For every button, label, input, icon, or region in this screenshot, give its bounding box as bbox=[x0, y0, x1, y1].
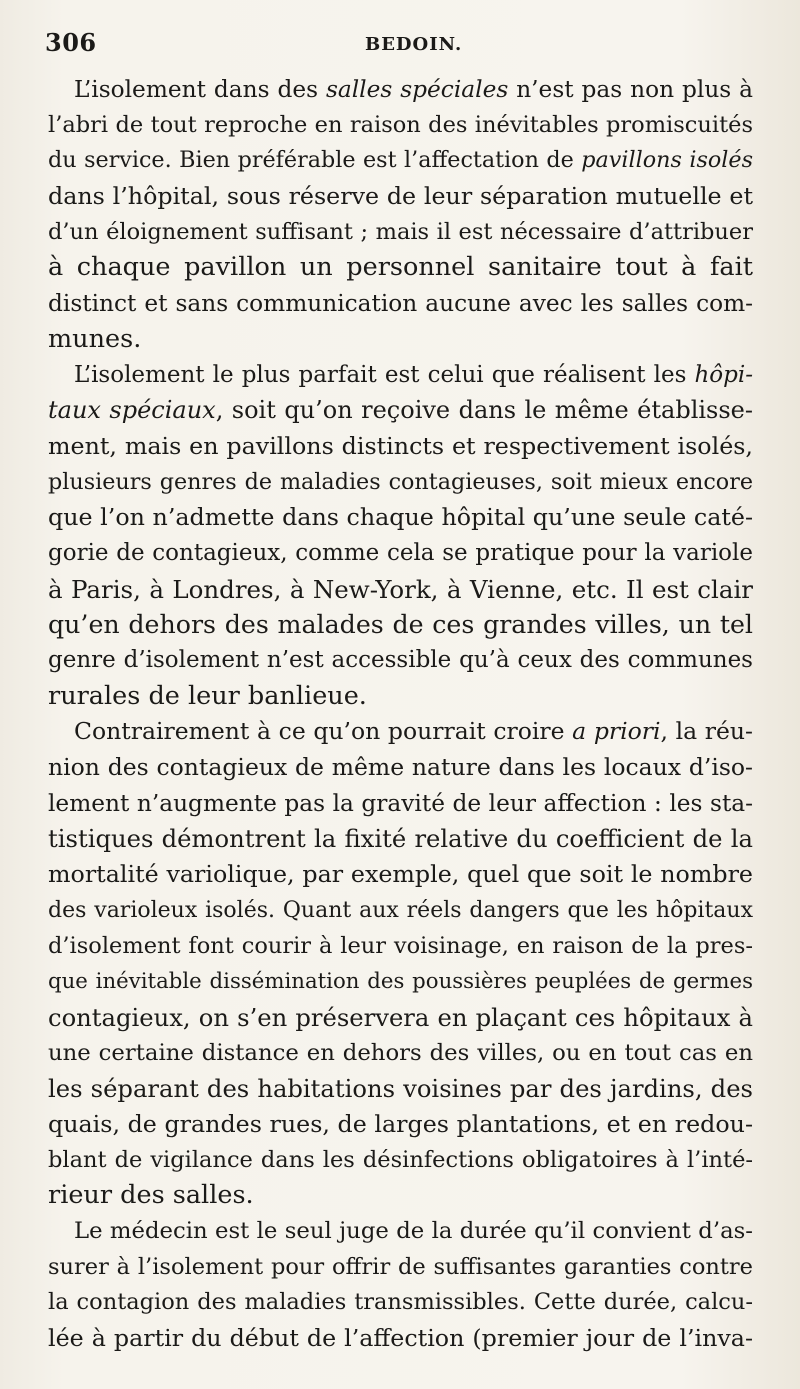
text-run: que l’on n’admette dans chaque hôpital qu’une seule caté- bbox=[48, 503, 753, 532]
text-run: à Paris, à Londres, à New-York, à Vienne, etc. Il est clair bbox=[48, 574, 753, 604]
text-run: à chaque pavillon un personnel sanitaire tout à fait bbox=[48, 252, 753, 283]
text-line bbox=[48, 750, 753, 786]
text-run: rurales de leur banlieue. bbox=[48, 680, 367, 711]
text-line bbox=[48, 1214, 753, 1250]
text-line bbox=[48, 536, 753, 572]
text-line bbox=[48, 1036, 753, 1072]
text-run: du service. Bien préférable est l’affectation de bbox=[48, 147, 582, 174]
text-line bbox=[48, 1321, 753, 1357]
italic-text: taux spéciaux bbox=[48, 396, 216, 425]
text-line bbox=[48, 1000, 753, 1036]
text-run: distinct et sans communication aucune avec les salles com- bbox=[48, 290, 753, 318]
text-line bbox=[48, 1285, 753, 1321]
text-run: contagieux, on s’en préservera en plaçant ces hôpitaux à bbox=[48, 1002, 753, 1032]
text-line bbox=[48, 1107, 753, 1143]
text-line bbox=[48, 929, 753, 965]
text-line bbox=[48, 215, 753, 251]
text-run: L’isolement le plus parfait est celui que réalisent les bbox=[74, 361, 695, 388]
text-line bbox=[48, 679, 753, 715]
text-run: qu’en dehors des malades de ces grandes villes, un tel bbox=[48, 610, 753, 640]
text-line bbox=[48, 821, 753, 857]
body-text bbox=[48, 72, 753, 1357]
text-line bbox=[48, 964, 753, 1000]
text-run: les séparant des habitations voisines par des jardins, des bbox=[48, 1074, 753, 1104]
text-line bbox=[48, 500, 753, 536]
text-line bbox=[48, 714, 753, 750]
text-line bbox=[48, 358, 753, 394]
text-line bbox=[48, 572, 753, 608]
text-run: nion des contagieux de même nature dans les locaux d’iso- bbox=[48, 753, 753, 782]
text-run: dans l’hôpital, sous réserve de leur séparation mutuelle et bbox=[48, 182, 753, 211]
text-run: plusieurs genres de maladies contagieuses, soit mieux encore bbox=[48, 468, 753, 495]
text-run: , la réu- bbox=[660, 717, 753, 746]
running-head: BEDOIN. bbox=[365, 34, 463, 55]
text-run: lée à partir du début de l’affection (premier jour de l’inva- bbox=[48, 1324, 753, 1353]
text-run: Le médecin est le seul juge de la durée qu’il convient d’as- bbox=[74, 1218, 753, 1244]
italic-text: a priori bbox=[572, 717, 661, 746]
text-run: d’isolement font courir à leur voisinage, en raison de la pres- bbox=[48, 932, 753, 959]
text-run: ment, mais en pavillons distincts et respectivement isolés, bbox=[48, 431, 753, 460]
text-run: Contrairement à ce qu’on pourrait croire bbox=[74, 717, 573, 746]
text-line bbox=[48, 893, 753, 929]
text-run: l’abri de tout reproche en raison des inévitables promiscuités bbox=[48, 111, 753, 138]
text-run: mortalité variolique, par exemple, quel que soit le nombre bbox=[48, 860, 753, 889]
italic-text: salles spéciales bbox=[325, 76, 509, 103]
italic-text: pavillons isolés bbox=[581, 147, 753, 174]
text-line bbox=[48, 322, 753, 358]
page-header bbox=[45, 28, 765, 62]
text-line bbox=[48, 465, 753, 501]
text-line bbox=[48, 429, 753, 465]
text-line bbox=[48, 143, 753, 179]
text-run: que inévitable dissémination des poussières peuplées de germes bbox=[48, 969, 753, 995]
text-run: quais, de grandes rues, de larges plantations, et en redou- bbox=[48, 1109, 753, 1138]
text-run: surer à l’isolement pour offrir de suffisantes garanties contre bbox=[48, 1253, 753, 1280]
text-run: la contagion des maladies transmissibles. Cette durée, calcu- bbox=[48, 1289, 753, 1316]
text-run: rieur des salles. bbox=[48, 1180, 254, 1211]
text-line bbox=[48, 1071, 753, 1107]
text-run: blant de vigilance dans les désinfections obligatoires à l’inté- bbox=[48, 1146, 753, 1173]
text-line bbox=[48, 108, 753, 144]
text-line bbox=[48, 250, 753, 286]
text-run: tistiques démontrent la fixité relative du coefficient de la bbox=[48, 824, 753, 854]
text-line bbox=[48, 286, 753, 322]
text-line bbox=[48, 643, 753, 679]
text-run: une certaine distance en dehors des villes, ou en tout cas en bbox=[48, 1039, 753, 1066]
text-line bbox=[48, 786, 753, 822]
text-run: genre d’isolement n’est accessible qu’à ceux des communes bbox=[48, 647, 753, 673]
text-run: , soit qu’on reçoive dans le même établisse- bbox=[215, 396, 753, 425]
text-line bbox=[48, 179, 753, 215]
text-line bbox=[48, 1178, 753, 1214]
page-number: 306 bbox=[45, 28, 97, 57]
text-line bbox=[48, 1250, 753, 1286]
text-run: d’un éloignement suffisant ; mais il est nécessaire d’attribuer bbox=[48, 218, 753, 245]
text-run: munes. bbox=[48, 323, 142, 354]
text-run: gorie de contagieux, comme cela se pratique pour la variole bbox=[48, 539, 753, 566]
text-line bbox=[48, 72, 753, 108]
text-line bbox=[48, 857, 753, 893]
text-run: des varioleux isolés. Quant aux réels dangers que les hôpitaux bbox=[48, 897, 753, 923]
italic-text: hôpi- bbox=[694, 361, 753, 388]
text-run: L’isolement dans des bbox=[74, 76, 326, 103]
text-run: n’est pas non plus à bbox=[508, 76, 753, 103]
text-line bbox=[48, 393, 753, 429]
text-line bbox=[48, 1143, 753, 1179]
text-run: lement n’augmente pas la gravité de leur affection : les sta- bbox=[48, 789, 753, 817]
text-line bbox=[48, 607, 753, 643]
